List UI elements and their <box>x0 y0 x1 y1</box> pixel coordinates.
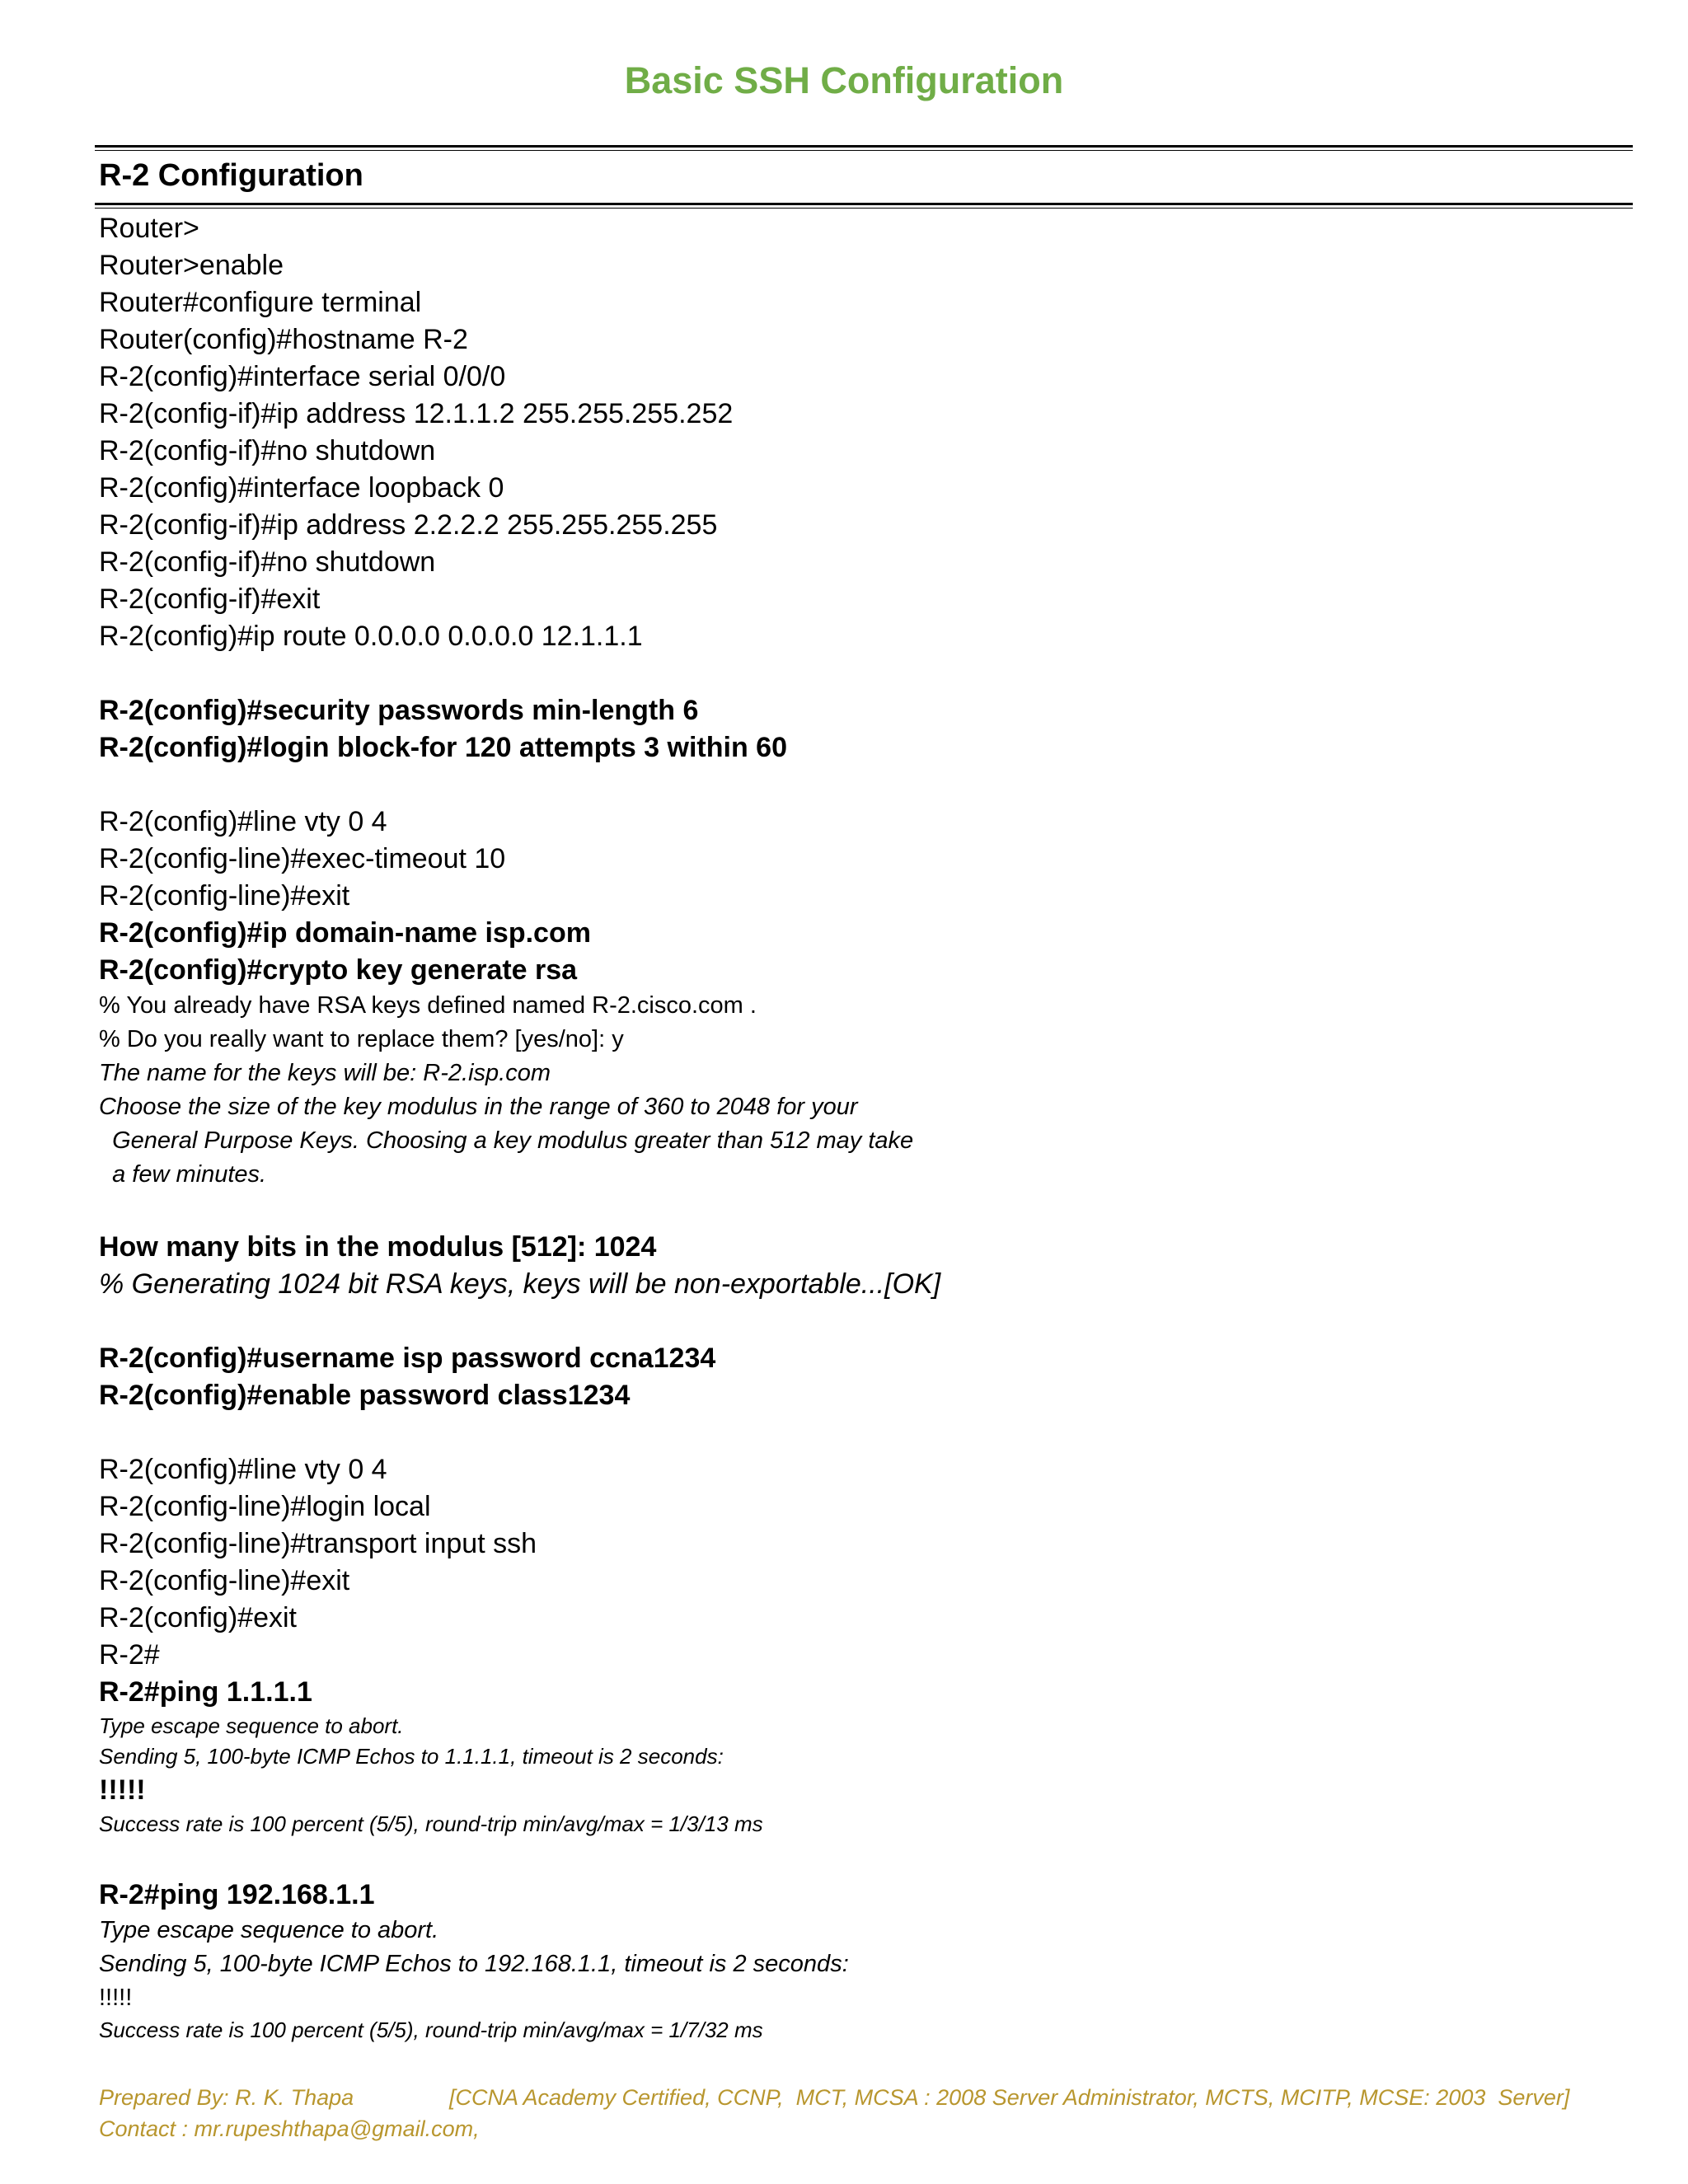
spacer <box>99 1192 1624 1229</box>
config-line: R-2(config-line)#exit <box>99 880 350 912</box>
config-line: R-2(config)#interface loopback 0 <box>99 472 504 504</box>
heading-bottom-rule <box>95 203 1633 209</box>
config-line-bold: R-2(config)#crypto key generate rsa <box>99 954 578 986</box>
output-line-italic: Choose the size of the key modulus in the range of 360 to 2048 for your <box>99 1094 858 1120</box>
ping-result: !!!!! <box>99 1774 146 1806</box>
config-line: R-2(config-line)#login local <box>99 1491 431 1522</box>
config-line: R-2(config-if)#ip address 2.2.2.2 255.255.255.255 <box>99 509 718 541</box>
heading-top-rule <box>95 145 1633 151</box>
config-line: Router> <box>99 213 199 244</box>
output-line: % You already have RSA keys defined named R-2.cisco.com . <box>99 992 757 1019</box>
output-line-italic: General Purpose Keys. Choosing a key modulus greater than 512 may take <box>99 1127 914 1154</box>
config-line-bold: R-2(config)#login block-for 120 attempts 3 within 60 <box>99 732 787 763</box>
config-line: R-2# <box>99 1639 160 1671</box>
footer-author: Prepared By: R. K. Thapa <box>99 2085 354 2110</box>
config-listing <box>99 210 1624 2046</box>
spacer <box>99 766 1624 804</box>
output-line-italic: % Generating 1024 bit RSA keys, keys will be non-exportable...[OK] <box>99 1268 941 1300</box>
page-footer <box>99 2082 1570 2144</box>
config-line: R-2(config)#ip route 0.0.0.0 0.0.0.0 12.1.1.1 <box>99 621 643 652</box>
config-line-bold: R-2(config)#security passwords min-length 6 <box>99 695 699 726</box>
config-line-bold: R-2(config)#ip domain-name isp.com <box>99 917 591 949</box>
config-line-bold: How many bits in the modulus [512]: 1024 <box>99 1231 657 1263</box>
config-line: R-2(config-if)#no shutdown <box>99 435 436 466</box>
config-line: R-2(config)#line vty 0 4 <box>99 806 387 837</box>
config-line: R-2(config)#interface serial 0/0/0 <box>99 361 506 392</box>
config-line-bold: R-2#ping 1.1.1.1 <box>99 1676 312 1708</box>
config-line: R-2(config-line)#transport input ssh <box>99 1528 537 1559</box>
output-line-italic: Type escape sequence to abort. <box>99 1713 404 1738</box>
config-line: Router(config)#hostname R-2 <box>99 324 468 355</box>
spacer <box>99 1840 1624 1877</box>
spacer <box>99 655 1624 692</box>
spacer <box>99 1414 1624 1451</box>
output-line-italic: Type escape sequence to abort. <box>99 1917 439 1943</box>
config-line: R-2(config-if)#ip address 12.1.1.2 255.255.255.252 <box>99 398 734 429</box>
output-line-italic: Success rate is 100 percent (5/5), round-trip min/avg/max = 1/3/13 ms <box>99 1811 763 1836</box>
config-line: R-2(config)#line vty 0 4 <box>99 1454 387 1485</box>
config-line: Router>enable <box>99 250 284 281</box>
output-line-italic: The name for the keys will be: R-2.isp.com <box>99 1060 551 1086</box>
footer-certifications: [CCNA Academy Certified, CCNP, MCT, MCSA : 2008 Server Administrator, MCTS, MCITP, MCSE: 2003 Server] <box>449 2085 1570 2110</box>
config-line: R-2(config-if)#exit <box>99 583 321 615</box>
output-line-italic: Sending 5, 100-byte ICMP Echos to 1.1.1.1, timeout is 2 seconds: <box>99 1744 724 1769</box>
output-line: % Do you really want to replace them? [yes/no]: y <box>99 1026 624 1052</box>
config-line: R-2(config-line)#exit <box>99 1565 350 1596</box>
section-heading: R-2 Configuration <box>99 158 363 193</box>
footer-contact: Contact : mr.rupeshthapa@gmail.com, <box>99 2116 480 2141</box>
ping-result: !!!!! <box>99 1985 133 2011</box>
config-line: R-2(config-line)#exec-timeout 10 <box>99 843 506 874</box>
output-line-italic: a few minutes. <box>99 1161 267 1188</box>
output-line-italic: Sending 5, 100-byte ICMP Echos to 192.168.1.1, timeout is 2 seconds: <box>99 1951 849 1977</box>
output-line-italic: Success rate is 100 percent (5/5), round-trip min/avg/max = 1/7/32 ms <box>99 2018 763 2042</box>
config-line: R-2(config-if)#no shutdown <box>99 546 436 578</box>
config-line: R-2(config)#exit <box>99 1602 297 1633</box>
spacer <box>99 1303 1624 1340</box>
config-line-bold: R-2(config)#enable password class1234 <box>99 1380 631 1411</box>
document-title: Basic SSH Configuration <box>624 59 1064 101</box>
config-line-bold: R-2(config)#username isp password ccna1234 <box>99 1343 716 1374</box>
config-line-bold: R-2#ping 192.168.1.1 <box>99 1879 375 1910</box>
config-line: Router#configure terminal <box>99 287 422 318</box>
